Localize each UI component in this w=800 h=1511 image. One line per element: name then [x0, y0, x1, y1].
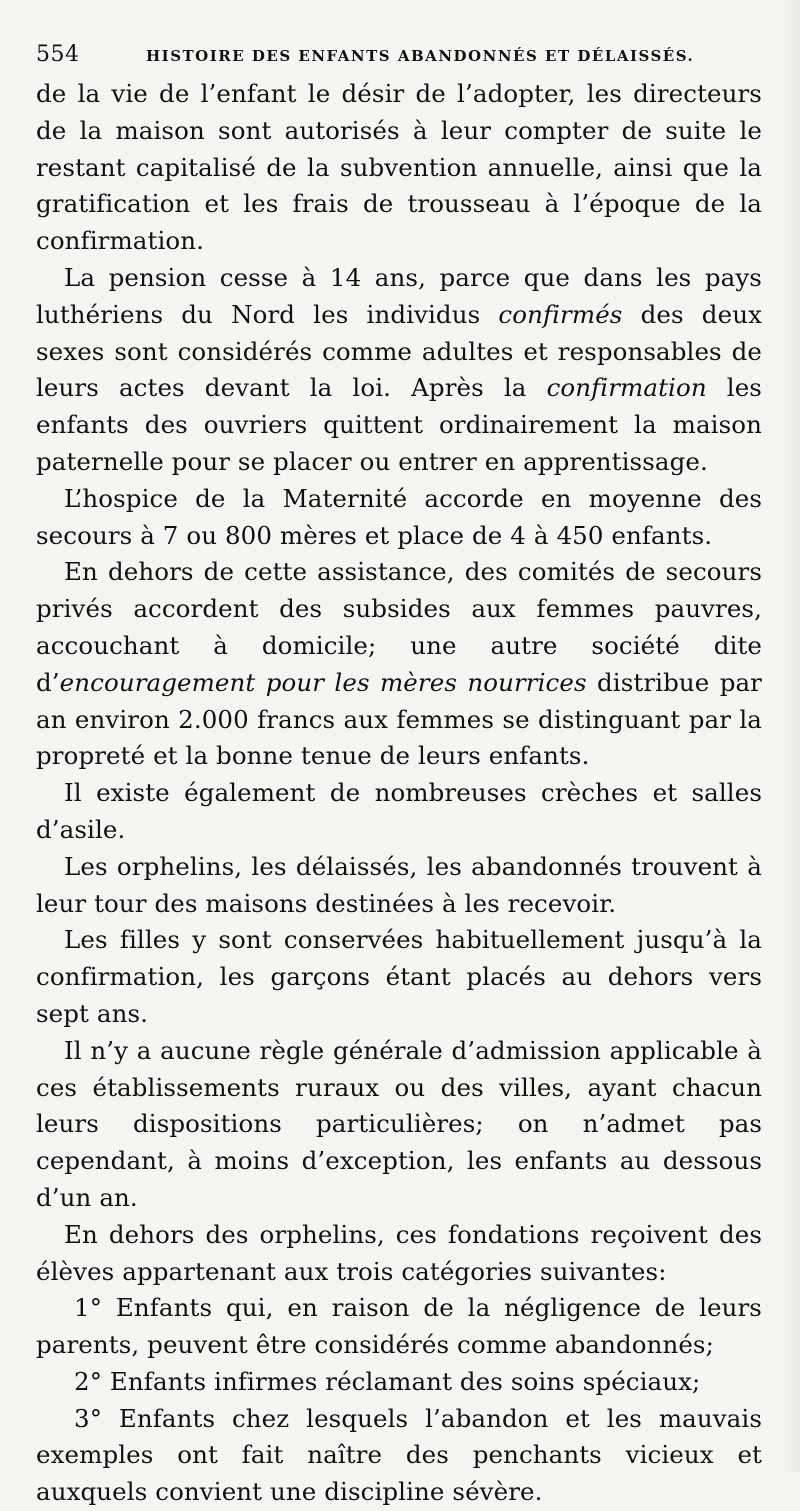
running-title: HISTOIRE DES ENFANTS ABANDONNÉS ET DÉLAISSÉS. — [146, 47, 695, 65]
paragraph-pension — [36, 260, 762, 481]
paragraph-categories: En dehors des orphelins, ces fondations reçoivent des élèves appartenant aux trois catégories suivantes: — [36, 1219, 762, 1286]
running-head — [36, 42, 762, 76]
paragraph-pension-text-1: La pension cesse à 14 ans, parce que dans les pays luthériens du Nord les individus — [36, 262, 762, 329]
paragraph-assistance-text-2: distribue par an environ 2.000 francs aux femmes se distinguant par la propreté et la bonne tenue de leurs enfants. — [36, 667, 762, 771]
paragraph-pension-italic-2: confirmation — [546, 373, 707, 403]
paragraph-creches: Il existe également de nombreuses crèches et salles d’asile. — [36, 778, 762, 844]
paragraph-filles: Les filles y sont conservées habituellement jusqu’à la confirmation, les garçons étant placés au dehors vers sept ans. — [36, 925, 762, 1028]
paragraph-assistance — [36, 554, 762, 775]
paragraph-admission: Il n’y a aucune règle générale d’admission applicable à ces établissements ruraux ou des villes, ayant chacun leurs dispositions particulières; on n’admet pas cependant, à moins d’exception, les enfants au dessous d’un an. — [36, 1035, 762, 1212]
paragraph-assistance-text-1: En dehors de cette assistance, des comités de secours privés accordent des subsides aux femmes pauvres, accouchant à domicile; une autre société dite d’ — [36, 557, 762, 697]
paragraph-pension-text-2: des deux sexes sont considérés comme adultes et responsables de leurs actes devant la loi. Après la — [36, 299, 762, 403]
paragraph-pension-italic-1: confirmés — [498, 299, 623, 329]
list-item-3: 3° Enfants chez lesquels l’abandon et les mauvais exemples ont fait naître des penchants vicieux et auxquels convient une discipline sévère. — [36, 1403, 762, 1507]
paragraph-adoption: de la vie de l’enfant le désir de l’adopter, les directeurs de la maison sont autorisés à leur compter de suite le restant capitalisé de la subvention annuelle, ainsi que la gratification et les frais de trousseau à l’époque de la confirmation. — [36, 79, 762, 256]
page-number: 554 — [36, 42, 80, 67]
body-text — [36, 76, 762, 1511]
list-item-1: 1° Enfants qui, en raison de la négligence de leurs parents, peuvent être considérés comme abandonnés; — [36, 1293, 762, 1360]
paragraph-maternite: L’hospice de la Maternité accorde en moyenne des secours à 7 ou 800 mères et place de 4 à 450 enfants. — [36, 483, 762, 550]
paragraph-assistance-italic: encouragement pour les mères nourrices — [59, 667, 587, 697]
paragraph-orphelins: Les orphelins, les délaissés, les abandonnés trouvent à leur tour des maisons destinées à les recevoir. — [36, 851, 762, 918]
paragraph-pension-text-3: les enfants des ouvriers quittent ordinairement la maison paternelle pour se placer ou entrer en apprentissage. — [36, 373, 762, 476]
list-item-2: 2° Enfants infirmes réclamant des soins spéciaux; — [74, 1366, 701, 1396]
